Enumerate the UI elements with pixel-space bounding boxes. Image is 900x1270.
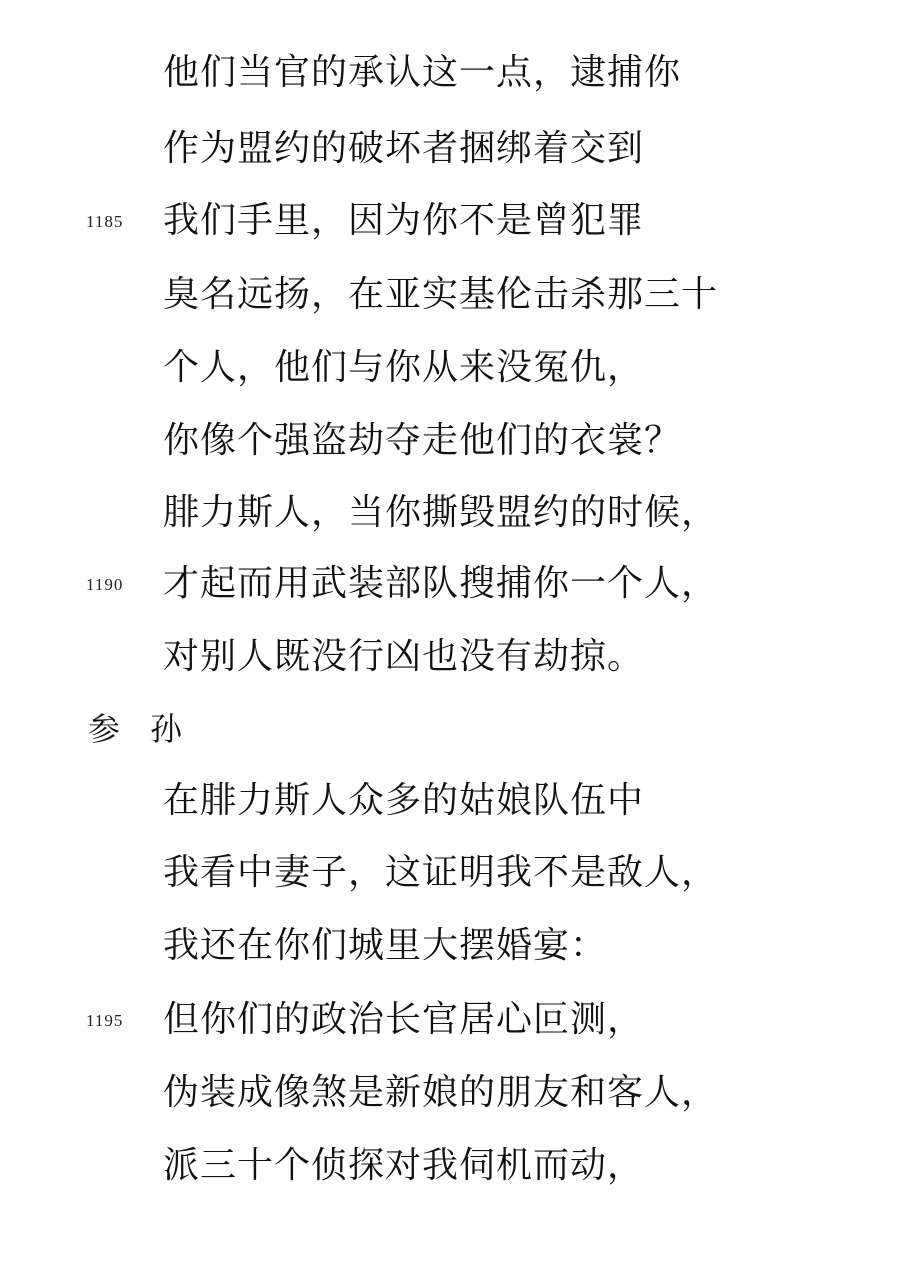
line-number-1185: 1185 — [86, 212, 124, 231]
verse-line: 个人，他们与你从来没冤仇， — [163, 347, 645, 388]
verse-line: 作为盟约的破坏者捆绑着交到 — [163, 128, 645, 169]
verse-line: 他们当官的承认这一点，逮捕你 — [163, 52, 682, 93]
verse-line: 我们手里，因为你不是曾犯罪 — [163, 200, 645, 241]
verse-line: 对别人既没行凶也没有劫掠。 — [163, 636, 645, 677]
verse-line: 我还在你们城里大摆婚宴： — [163, 925, 608, 966]
speaker-name: 参孙 — [88, 710, 213, 748]
line-number-1190: 1190 — [86, 575, 124, 594]
line-number-1195: 1195 — [86, 1011, 124, 1030]
verse-line: 腓力斯人，当你撕毁盟约的时候， — [163, 492, 719, 533]
verse-line: 但你们的政治长官居心叵测， — [163, 999, 645, 1040]
verse-line: 派三十个侦探对我伺机而动， — [163, 1145, 645, 1186]
verse-line: 你像个强盗劫夺走他们的衣裳？ — [163, 420, 682, 461]
verse-line: 我看中妻子，这证明我不是敌人， — [163, 852, 719, 893]
verse-line: 在腓力斯人众多的姑娘队伍中 — [163, 780, 645, 821]
verse-line: 才起而用武装部队搜捕你一个人， — [163, 563, 719, 604]
verse-line: 伪装成像煞是新娘的朋友和客人， — [163, 1072, 719, 1113]
verse-line: 臭名远扬，在亚实基伦击杀那三十 — [163, 274, 719, 315]
